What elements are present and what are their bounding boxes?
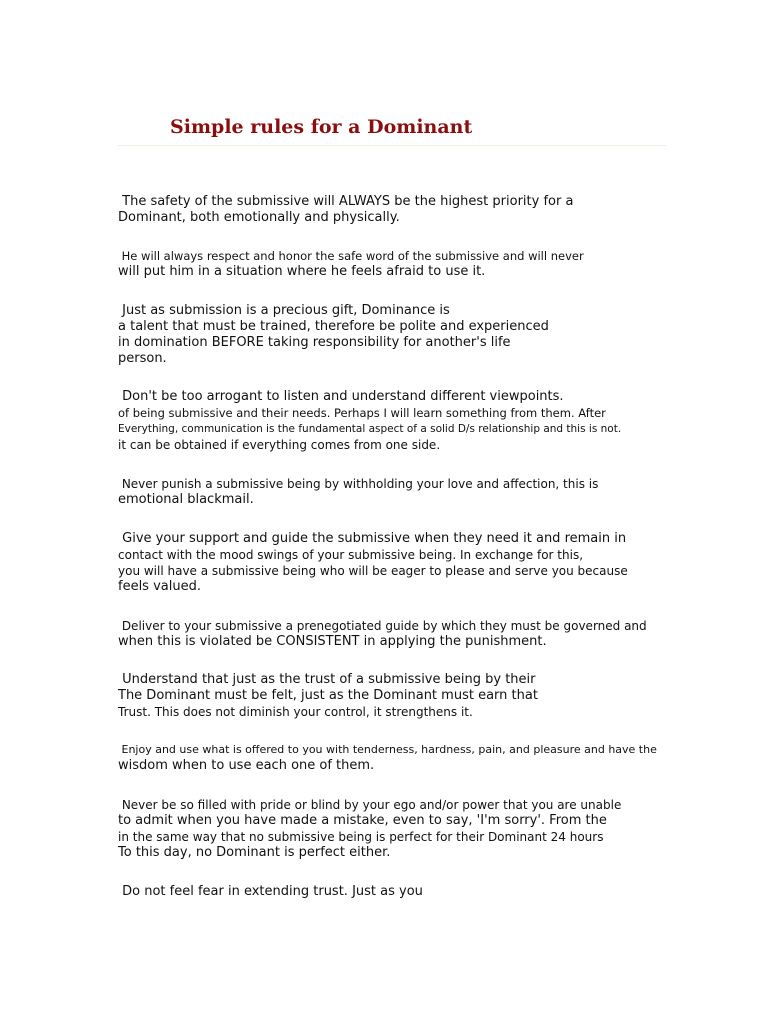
- paragraph-line: He will always respect and honor the safe word of the submissive and will never: [118, 249, 584, 263]
- paragraph-line: Give your support and guide the submissive when they need it and remain in: [118, 531, 627, 546]
- paragraph-1: [118, 194, 573, 226]
- paragraph-line: contact with the mood swings of your submissive being. In exchange for this,: [118, 548, 584, 562]
- paragraph-line: in the same way that no submissive being is perfect for their Dominant 24 hours: [118, 830, 604, 844]
- paragraph-line: Don't be too arrogant to listen and understand different viewpoints.: [118, 389, 564, 404]
- paragraph-5: [118, 476, 598, 508]
- paragraph-line: Trust. This does not diminish your control, it strengthens it.: [118, 705, 473, 719]
- paragraph-line: Never punish a submissive being by withholding your love and affection, this is: [118, 477, 599, 491]
- paragraph-line: in domination BEFORE taking responsibility for another's life: [118, 335, 511, 350]
- paragraph-line: The Dominant must be felt, just as the Dominant must earn that: [118, 688, 538, 703]
- paragraph-7: [118, 618, 647, 650]
- paragraph-11: [118, 884, 423, 900]
- paragraph-line: wisdom when to use each one of them.: [118, 758, 375, 773]
- paragraph-line: to admit when you have made a mistake, even to say, 'I'm sorry'. From the: [118, 813, 607, 828]
- paragraph-line: The safety of the submissive will ALWAYS be the highest priority for a: [118, 194, 574, 209]
- paragraph-line: feels valued.: [118, 579, 201, 594]
- document-title: Simple rules for a Dominant: [170, 116, 473, 138]
- paragraph-3: [118, 303, 549, 367]
- paragraph-line: will put him in a situation where he feels afraid to use it.: [118, 264, 486, 279]
- paragraph-line: you will have a submissive being who will be eager to please and serve you because: [118, 564, 628, 578]
- paragraph-line: To this day, no Dominant is perfect either.: [118, 845, 391, 860]
- paragraph-line: Do not feel fear in extending trust. Just as you: [118, 884, 423, 899]
- paragraph-line: a talent that must be trained, therefore be polite and experienced: [118, 319, 549, 334]
- paragraph-line: Deliver to your submissive a prenegotiated guide by which they must be governed and: [118, 619, 647, 633]
- paragraph-line: emotional blackmail.: [118, 492, 254, 507]
- title-divider: [118, 145, 666, 146]
- paragraph-10: [118, 797, 621, 861]
- paragraph-line: Understand that just as the trust of a submissive being by their: [118, 672, 536, 687]
- paragraph-2: [118, 248, 584, 280]
- paragraph-line: Dominant, both emotionally and physically.: [118, 210, 400, 225]
- paragraph-8: [118, 672, 538, 720]
- paragraph-line: Everything, communication is the fundamental aspect of a solid D/s relationship and this is not.: [118, 423, 622, 435]
- paragraph-4: [118, 389, 621, 453]
- paragraph-6: [118, 531, 628, 595]
- paragraph-line: Never be so filled with pride or blind by your ego and/or power that you are unable: [118, 798, 622, 812]
- paragraph-line: Enjoy and use what is offered to you with tenderness, hardness, pain, and pleasure and have the: [118, 743, 657, 756]
- paragraph-line: when this is violated be CONSISTENT in applying the punishment.: [118, 634, 547, 649]
- paragraph-line: Just as submission is a precious gift, Dominance is: [118, 303, 450, 318]
- paragraph-line: of being submissive and their needs. Perhaps I will learn something from them. After: [118, 406, 606, 420]
- paragraph-9: [118, 742, 657, 774]
- paragraph-line: person.: [118, 351, 167, 366]
- paragraph-line: it can be obtained if everything comes from one side.: [118, 438, 441, 452]
